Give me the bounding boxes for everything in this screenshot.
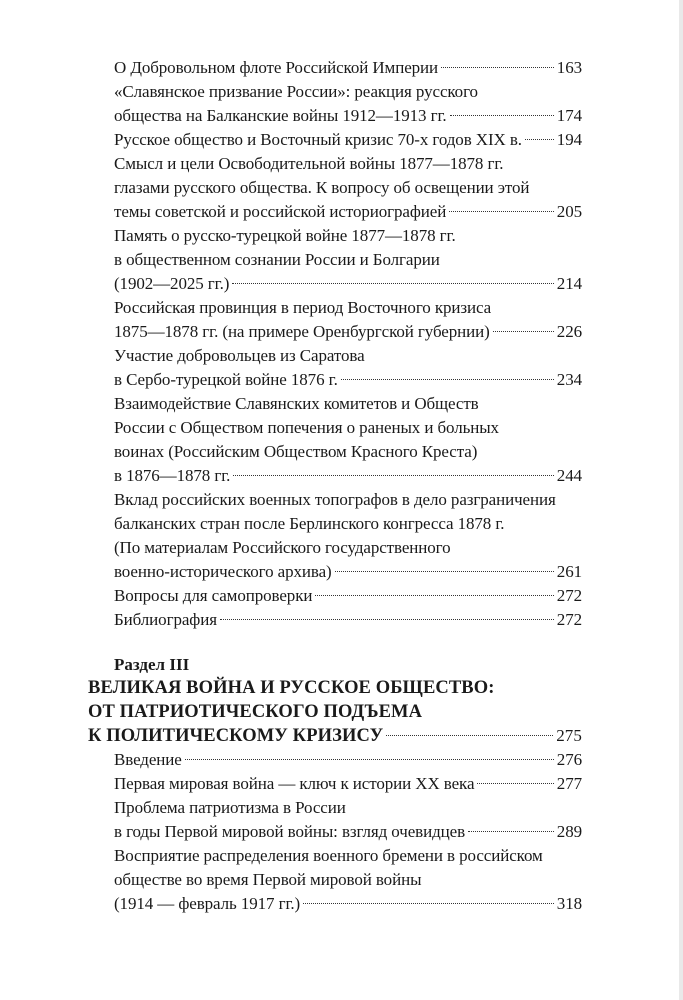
toc-page-number: 174 <box>556 106 582 125</box>
toc-entry-last-line <box>114 772 582 796</box>
toc-page-number: 318 <box>556 894 582 913</box>
toc-entry-line: Восприятие распределения военного бремени в российском <box>114 846 543 865</box>
toc-entry-line: обществе во время Первой мировой войны <box>114 870 422 889</box>
toc-entry-last-line <box>114 272 582 296</box>
toc-entry <box>114 296 582 344</box>
dot-leader <box>441 67 554 68</box>
toc-page-number: 244 <box>556 466 582 485</box>
toc-entry <box>114 488 582 584</box>
toc-page-number: 276 <box>556 750 582 769</box>
toc-entry-line: глазами русского общества. К вопросу об освещении этой <box>114 178 530 197</box>
toc-entry-last-line <box>114 820 582 844</box>
dot-leader <box>386 735 553 736</box>
toc-entry <box>114 608 582 632</box>
dot-leader <box>233 475 553 476</box>
toc-entry-last-line <box>114 320 582 344</box>
toc-entry-line: военно-исторического архива) <box>114 562 332 581</box>
toc-entry-last-line <box>114 748 582 772</box>
toc-entry <box>114 748 582 772</box>
dot-leader <box>525 139 554 140</box>
toc-entry-line: Вклад российских военных топографов в дело разграничения <box>114 490 556 509</box>
toc-entry-line: Русское общество и Восточный кризис 70-х годов XIX в. <box>114 130 522 149</box>
toc-entry <box>114 80 582 128</box>
toc-entry-line: воинах (Российским Обществом Красного Креста) <box>114 442 478 461</box>
toc-entry-last-line <box>114 200 582 224</box>
toc-entry-line: России с Обществом попечения о раненых и больных <box>114 418 499 437</box>
section-title-line: ОТ ПАТРИОТИЧЕСКОГО ПОДЪЕМА <box>88 702 423 722</box>
toc-entry <box>114 128 582 152</box>
toc-entry-line: (По материалам Российского государственного <box>114 538 451 557</box>
toc-page-number: 205 <box>556 202 582 221</box>
toc-page-number: 163 <box>556 58 582 77</box>
section-page-number: 275 <box>556 726 582 745</box>
toc-entry-last-line <box>114 892 582 916</box>
toc-entry-line: Вопросы для самопроверки <box>114 586 313 605</box>
toc-page-number: 272 <box>556 586 582 605</box>
toc-entry-last-line <box>114 104 582 128</box>
toc-entry <box>114 796 582 844</box>
toc-entry-line: Проблема патриотизма в России <box>114 798 346 817</box>
dot-leader <box>220 619 554 620</box>
page-edge <box>679 0 683 1000</box>
table-of-contents <box>88 56 582 916</box>
section-title <box>88 676 582 748</box>
toc-entry <box>114 772 582 796</box>
toc-entry <box>114 584 582 608</box>
section-heading <box>88 654 582 748</box>
toc-entry-line: «Славянское призвание России»: реакция русского <box>114 82 478 101</box>
dot-leader <box>315 595 553 596</box>
toc-entry-line: темы советской и российской историографией <box>114 202 447 221</box>
toc-entry-line: Российская провинция в период Восточного кризиса <box>114 298 492 317</box>
toc-entry <box>114 344 582 392</box>
dot-leader <box>303 903 554 904</box>
toc-entry-line: в 1876—1878 гг. <box>114 466 231 485</box>
toc-entry-line: в Сербо-турецкой войне 1876 г. <box>114 370 338 389</box>
toc-entry-line: балканских стран после Берлинского конгресса 1878 г. <box>114 514 505 533</box>
toc-entry <box>114 392 582 488</box>
section-title-last-line <box>88 724 582 748</box>
toc-entry-last-line <box>114 608 582 632</box>
toc-entries-after <box>114 748 582 916</box>
dot-leader <box>449 211 554 212</box>
toc-entry-line: Память о русско-турецкой войне 1877—1878 гг. <box>114 226 456 245</box>
toc-entry-last-line <box>114 128 582 152</box>
toc-entry-line: Первая мировая война — ключ к истории XX века <box>114 774 475 793</box>
toc-entry <box>114 152 582 224</box>
toc-entry-last-line <box>114 56 582 80</box>
toc-entry-line: в годы Первой мировой войны: взгляд очевидцев <box>114 822 466 841</box>
toc-page-number: 226 <box>556 322 582 341</box>
dot-leader <box>468 831 554 832</box>
toc-entry-last-line <box>114 560 582 584</box>
toc-page-number: 261 <box>556 562 582 581</box>
toc-entry-line: Библиография <box>114 610 217 629</box>
toc-entry <box>114 844 582 916</box>
toc-entry-line: (1914 — февраль 1917 гг.) <box>114 894 301 913</box>
toc-entry-line: Взаимодействие Славянских комитетов и Обществ <box>114 394 479 413</box>
toc-entry-line: Смысл и цели Освободительной войны 1877—1878 гг. <box>114 154 504 173</box>
toc-entry-line: в общественном сознании России и Болгарии <box>114 250 440 269</box>
toc-entry-last-line <box>114 464 582 488</box>
toc-entry-line: Введение <box>114 750 182 769</box>
toc-entry-line: О Добровольном флоте Российской Империи <box>114 58 439 77</box>
section-label: Раздел III <box>114 655 190 674</box>
toc-entries-before <box>114 56 582 632</box>
section-title-line: К ПОЛИТИЧЕСКОМУ КРИЗИСУ <box>88 726 384 746</box>
toc-entry-line: 1875—1878 гг. (на примере Оренбургской губернии) <box>114 322 490 341</box>
toc-page-number: 214 <box>556 274 582 293</box>
toc-entry-last-line <box>114 584 582 608</box>
section-title-line: ВЕЛИКАЯ ВОЙНА И РУССКОЕ ОБЩЕСТВО: <box>88 678 495 698</box>
dot-leader <box>335 571 554 572</box>
toc-entry-line: общества на Балканские войны 1912—1913 гг. <box>114 106 447 125</box>
toc-entry <box>114 56 582 80</box>
dot-leader <box>341 379 554 380</box>
dot-leader <box>493 331 554 332</box>
dot-leader <box>185 759 554 760</box>
toc-entry-line: Участие добровольцев из Саратова <box>114 346 365 365</box>
dot-leader <box>232 283 553 284</box>
toc-page-number: 272 <box>556 610 582 629</box>
dot-leader <box>477 783 553 784</box>
toc-page-number: 194 <box>556 130 582 149</box>
toc-page-number: 234 <box>556 370 582 389</box>
toc-page-number: 289 <box>556 822 582 841</box>
toc-entry-last-line <box>114 368 582 392</box>
toc-entry <box>114 224 582 296</box>
dot-leader <box>450 115 554 116</box>
toc-page-number: 277 <box>556 774 582 793</box>
toc-entry-line: (1902—2025 гг.) <box>114 274 230 293</box>
